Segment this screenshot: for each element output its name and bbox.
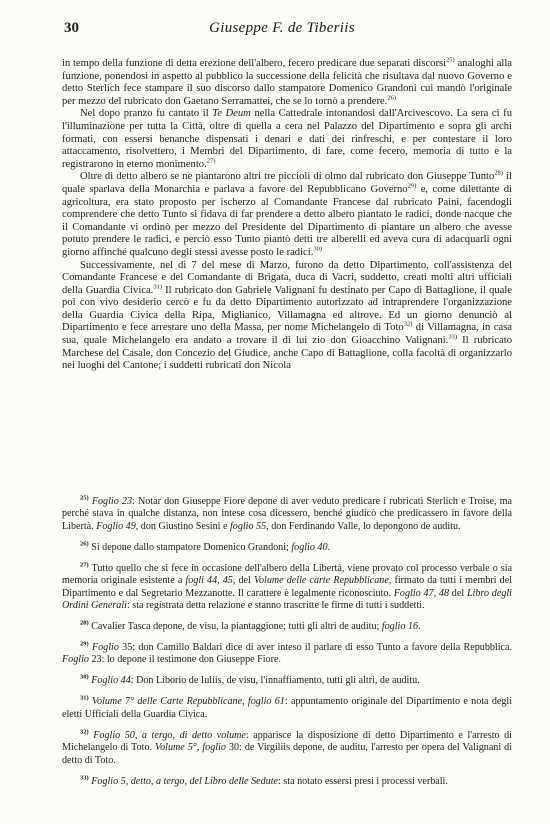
italic-text: Libro degli Ordini Generali [62,587,512,612]
note-reference: 27) [206,157,216,165]
text-run: , del [232,575,254,587]
footnote [62,496,512,533]
italic-text: Volume 7° delle Carte Repubblicane, foglio 61 [91,696,285,708]
text-run: Cavalier Tasca depone, de visu, la piantaggione; tutti gli altri de auditu; [91,621,382,633]
note-reference: 33) [448,333,458,341]
text-run: Il rubricato don Gabriele Valignani fu destinato per Capo di Battaglione, il quale poi con vivo desiderio cercò e fu da detto Dipartimento autorizzato ad intraprendere l'organizzazione della Guardia Civica della Ripa, Miglianico, Villamagna ed altrove. Ed un giorno denunciò al Dipartimento e fece arrestare uno della Massa, per nome Michelangelo di Toto [62,284,512,334]
italic-text: Volume delle carte Repubblicane [253,575,389,587]
text-run: Si depone dallo stampatore Domenico Grandoni; [91,541,292,553]
text-run: nella Cattedrale intonandosi dall'Arcivescovo. La sera ci fu l'illuminazione per tutta la Città, oltre di quella a cera nel Palazzo del Dipartimento e sopra gli archi formati, con essersi benanche dispensati i denari e dati dei rinfreschi, e per contestare il loro attaccamento, risolvettero, i Membri del Dipartimento, di fare, come fecero, memoria di tutto e la registrarono in eterno monimento. [62,108,512,170]
footnote-number: 29) [80,640,89,648]
page-number: 30 [64,20,79,36]
italic-text: fogli 44, 45 [185,575,233,587]
text-run: 35: don Camillo Baldari dice di aver inteso il parlare di esso Tunto a favore della Repubblica. [118,642,512,654]
italic-text: Volume 5°, foglio [155,742,226,754]
paragraph [62,58,512,108]
italic-text: foglio 55 [229,520,267,532]
footnote [62,675,512,687]
note-reference: 29) [407,182,417,190]
text-run: , don Ferdinando Valle, lo depongono de auditu. [266,520,461,532]
footnote-number: 27) [80,561,89,569]
italic-text: foglio 40 [291,541,328,553]
paragraph [62,108,512,171]
text-run: analoghi alla funzione, ponendosi in aspetto al pubblico la successione della felicità che risultava dal nuovo Governo e detto Sterlich fece stampare il suo discorso dallo stampatore Domenico Grandoni cui mandò l'originale per mezzo del rubricato don Gaetano Serramattei, che se lo tornò a prendere. [62,58,512,107]
footnote-number: 33) [80,774,89,782]
text-run: : appuntamento originale del Dipartimento e nota degli eletti Ufficiali della Guardia Civica. [62,696,513,720]
running-header [64,20,500,42]
italic-text: Foglio 5, detto, a tergo, del Libro delle Sedute [91,775,279,787]
footnote [62,563,512,613]
text-run: Nel dopo pranzo fu cantato il [80,108,213,120]
italic-text: Foglio 44 [91,675,131,687]
text-run: e, come dilettante di agricoltura, era stato proposto per ischerzo al Comandante Francese dal rubricato Paini, facendogli comprendere che detto Tunto si fidava di far prendere a detto albero piantato le radici, donde nacque che il Comandante vi ordinò per mezzo del Presidente del Dipartimento di piantare un albero che avesse potuto prendere le radici, e perciò esso Tunto piantò detti tre alberelli ed aveva cura di adacquarli ogni giorno affinché qualcuno degli stessi avesse posto le radici. [62,183,512,258]
footnote [62,642,512,667]
footnote [62,542,512,554]
text-run: del [449,587,467,599]
text-run: . [327,541,331,553]
footnote [62,730,512,767]
text-run: , firmato da tutti i membri del Dipartimento e dal Segretario Mezzanotte. Il carattere è legalmente riconosciuto. [62,575,513,599]
italic-text: Te Deum [212,108,251,120]
note-reference: 28) [494,169,503,177]
italic-text: Foglio 50, a tergo, di detto volume [93,729,246,741]
footnote-number: 30) [80,674,89,682]
note-reference: 31) [153,283,162,291]
footnote-number: 26) [80,540,89,548]
text-run: in tempo della funzione di detta erezione dell'albero, fecero predicare due separati discorsi [62,58,447,69]
text-run: Oltre di detto albero se ne piantarono altri tre piccioli di olmo dal rubricato don Giuseppe Tunto [80,171,495,183]
text-run: : Notar don Giuseppe Fiore depone di aver veduto predicare i rubricati Sterlich e Troise, ma perché stava in qualche distanza, non intese cosa dicessero, benché giudicò che predicassero in favore della Libertà. [62,496,512,532]
note-reference: 30) [313,245,323,253]
note-reference: 26) [387,94,396,102]
footnote-number: 32) [80,728,89,736]
text-run: 23: lo depone il testimone don Giuseppe Fiore. [88,654,281,666]
text-run: : Don Liborio de Iuliis, de visu, l'innaffiamento, tutti gli altri, de auditu. [130,675,420,687]
text-run: 30: de Virgiliis depone, de auditu, l'arresto per opera del Valignani di detto di Toto. [62,742,513,766]
text-run: : sta registrata detta relazione e stanno trascritte le firme di tutti i suddetti. [126,600,425,612]
footnote-number: 28) [80,619,89,627]
paragraph [62,171,512,259]
text-run: : sta notato essersi presi i processi verbali. [278,775,448,787]
running-title: Giuseppe F. de Tiberiis [209,20,355,36]
footnote [62,696,512,721]
paragraph [62,260,512,373]
main-text [62,58,512,373]
text-run: : apparisce la disposizione di detto Dipartimento e l'arresto di Michelangelo di Toto. [62,729,512,754]
note-reference: 32) [403,320,413,328]
footnote-number: 25) [80,494,89,502]
italic-text: Foglio 47, 48 [393,587,449,599]
italic-text: Foglio [62,654,89,666]
footnote [62,776,512,788]
text-run: , don Giustino Sesini e [135,520,230,532]
text-run: di Villamagna, in casa sua, quale Michelangelo era andato a trovare il di lui zio don Gioacchino Valignani. [62,322,512,347]
note-reference: 25) [446,56,455,64]
text-run: Il rubricato Marchese del Casale, don Concezio del Giudice, anche Capo di Battaglione, colla facoltà di organizzarlo nei luoghi del Cantone; i suddetti rubricati don Nicola [62,335,512,372]
text-run: Tutto quello che si fece in occasione dell'albero della Libertà, viene provato col processo verbale o sia memoria originale esistente a [62,562,513,587]
text-run: Successivamente, nel dì 7 del mese di Marzo, furono da detto Dipartimento, coll'assistenza del Comandante Francese e del Comandante di Brigata, duca di Vacri, suddetto, creati molti altri ufficiali della Guardia Civica. [62,259,512,296]
text-run: . [418,621,421,633]
italic-text: foglio 16 [381,621,418,633]
footnote [62,621,512,633]
text-run: il quale sparlava della Monarchia e parlava a favore del Repubblicano Governo [62,171,512,195]
footnotes-section [62,496,512,797]
italic-text: Foglio 49 [96,520,136,532]
italic-text: Foglio 23 [91,496,132,507]
footnote-number: 31) [80,695,89,703]
italic-text: Foglio [91,642,119,654]
